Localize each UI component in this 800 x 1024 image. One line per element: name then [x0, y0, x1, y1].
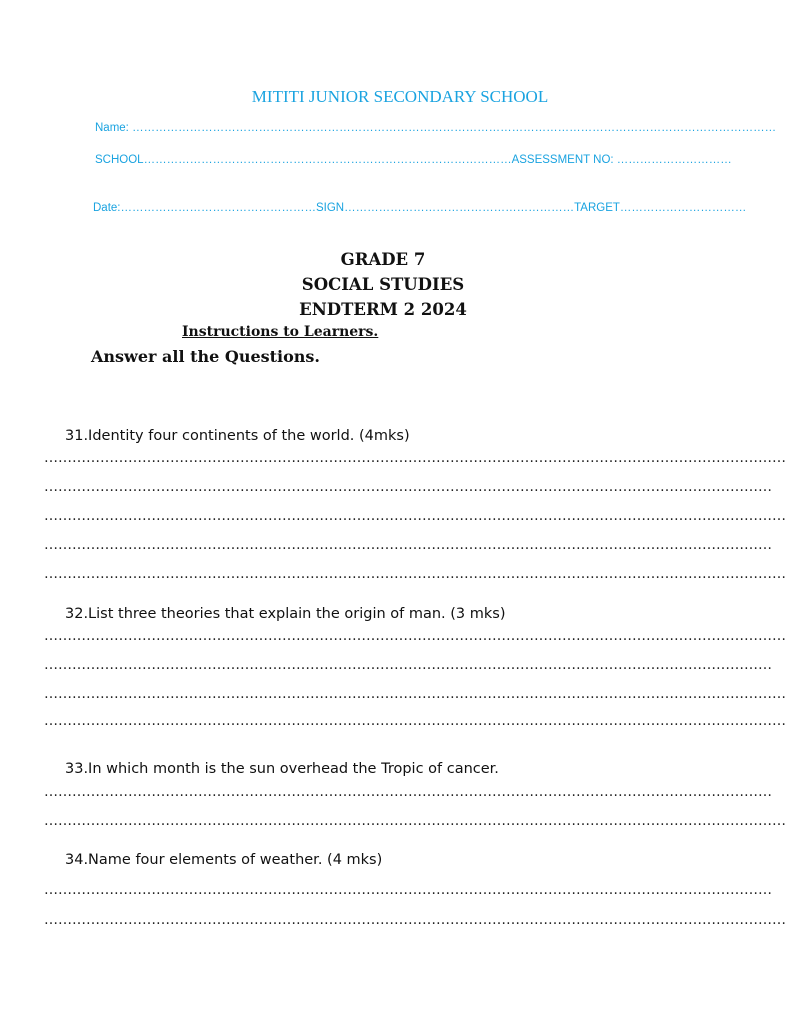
answer-line[interactable]: ……………………………………………………………………………………………………………………………………………	[44, 508, 786, 524]
name-line: Name: ……………………………………………………………………………………………………………………………………………………	[95, 122, 777, 134]
answer-line[interactable]: …………………………………………………………………………………………………………………………………………	[44, 784, 772, 800]
answer-line[interactable]: ……………………………………………………………………………………………………………………………………………	[44, 566, 786, 582]
term-title: ENDTERM 2 2024	[299, 300, 467, 319]
question-33: 33.In which month is the sun overhead the Tropic of cancer.	[65, 761, 499, 777]
answer-line[interactable]: ……………………………………………………………………………………………………………………………………………	[44, 686, 786, 702]
answer-line[interactable]: …………………………………………………………………………………………………………………………………………	[44, 657, 772, 673]
school-assessment-line: SCHOOL……………………………………………………………………………………ASSESSMENT NO: …………………………	[95, 154, 732, 166]
header-date-field	[93, 202, 747, 214]
answer-line[interactable]: ……………………………………………………………………………………………………………………………………………	[44, 713, 786, 729]
header-school-field	[95, 154, 732, 166]
answer-line[interactable]: ……………………………………………………………………………………………………………………………………………	[44, 912, 786, 928]
date-sign-target-line: Date:……………………………………………SIGN……………………………………………………TARGET……………………………	[93, 202, 747, 214]
header-name-field	[95, 122, 777, 134]
answer-line[interactable]: …………………………………………………………………………………………………………………………………………	[44, 537, 772, 553]
subject-title: SOCIAL STUDIES	[301, 275, 465, 294]
question-31: 31.Identity four continents of the world. (4mks)	[65, 428, 410, 444]
answer-line[interactable]: ……………………………………………………………………………………………………………………………………………	[44, 450, 786, 466]
question-34: 34.Name four elements of weather. (4 mks)	[65, 852, 383, 868]
instructions-heading: Instructions to Learners.	[182, 324, 379, 340]
answer-line[interactable]: ……………………………………………………………………………………………………………………………………………	[44, 628, 786, 644]
instructions-text: Answer all the Questions.	[91, 347, 320, 366]
school-name: MITITI JUNIOR SECONDARY SCHOOL	[251, 87, 549, 106]
answer-line[interactable]: ……………………………………………………………………………………………………………………………………………	[44, 813, 786, 829]
grade-title: GRADE 7	[340, 250, 426, 269]
answer-line[interactable]: …………………………………………………………………………………………………………………………………………	[44, 479, 772, 495]
question-32: 32.List three theories that explain the origin of man. (3 mks)	[65, 606, 506, 622]
answer-line[interactable]: …………………………………………………………………………………………………………………………………………	[44, 882, 772, 898]
